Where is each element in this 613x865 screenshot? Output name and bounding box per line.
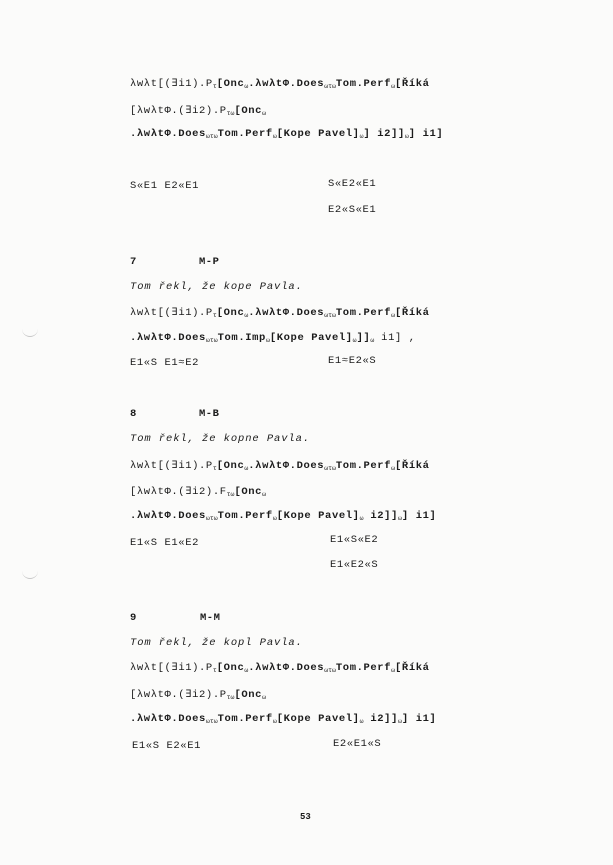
time-relation: E1«E2«S	[330, 559, 379, 571]
formula-line: [$\lambda w\lambda t\Phi.(\exists i2).P_{\tau\omega}[Onc_\omega$	[130, 689, 266, 701]
punch-hole-mark	[22, 570, 38, 579]
section-code: M-P	[199, 256, 220, 268]
example-sentence: Tom řekl, že kopl Pavla.	[130, 637, 303, 649]
formula-line: .λwλtΦ.Does$_{\omega\tau\omega}$Tom.Perf$_\omega$[Kope $Pavel]_\omega$] $i2]]_\omega$] i1]	[130, 128, 444, 140]
time-relation: E2«E1«S	[333, 738, 382, 750]
time-relation: E1«S E1«E2	[130, 537, 200, 549]
section-number: 9	[130, 612, 137, 624]
formula-line: .λwλtΦ.Does$_{\omega\tau\omega}$Tom.Perf$_\omega$[Kope $Pavel]_\omega$ $i2]]_\omega$] i1]	[130, 510, 437, 522]
formula-line: [$\lambda w\lambda t\Phi.(\exists i2).F_{\tau\omega}[Onc_\omega$	[130, 486, 266, 498]
example-sentence: Tom řekl, že kope Pavla.	[130, 281, 303, 293]
time-relation: E1≈E2«S	[328, 355, 377, 367]
punch-hole-mark	[22, 328, 38, 337]
time-relation: E1«S E2«E1	[132, 740, 202, 752]
formula-line: .λwλtΦ.Does$_{\omega\tau\omega}$Tom.Perf$_\omega$[Kope $Pavel]_\omega$ $i2]]_\omega$] i1]	[130, 713, 437, 725]
formula-line: $\lambda w\lambda t[(\exists i1).P_\tau[Onc_\omega.\lambda w\lambda t\Phi.Does_{\omega\tau\omega}Tom.Perf_\omega[Říká$	[130, 460, 430, 472]
section-code: M-B	[199, 408, 220, 420]
section-code: M-M	[200, 612, 221, 624]
time-relation: E1«S E1≈E2	[130, 357, 200, 369]
time-relation: S«E2«E1	[328, 178, 377, 190]
time-relation: S«E1 E2«E1	[130, 180, 200, 192]
formula-line: $\lambda w\lambda t[(\exists i1).P_\tau[Onc_\omega.\lambda w\lambda t\Phi.Does_{\omega\tau\omega}Tom.Perf_\omega[Říká$	[130, 78, 430, 90]
section-number: 8	[130, 408, 137, 420]
formula-line: .λwλtΦ.Does$_{\omega\tau\omega}$Tom.Imp$_\omega$[Kope $Pavel]_\omega]]_\omega$ i1] ,	[130, 332, 416, 344]
time-relation: E2«S«E1	[328, 204, 377, 216]
example-sentence: Tom řekl, že kopne Pavla.	[130, 433, 311, 445]
formula-line: $\lambda w\lambda t[(\exists i1).P_\tau[Onc_\omega.\lambda w\lambda t\Phi.Does_{\omega\tau\omega}Tom.Perf_\omega[Říká$	[130, 307, 430, 319]
section-number: 7	[130, 256, 137, 268]
page-number: 53	[300, 812, 311, 822]
time-relation: E1«S«E2	[330, 534, 379, 546]
formula-line: [$\lambda w\lambda t\Phi.(\exists i2).P_{\tau\omega}[Onc_\omega$	[130, 105, 266, 117]
formula-line: $\lambda w\lambda t[(\exists i1).P_\tau[Onc_\omega.\lambda w\lambda t\Phi.Does_{\omega\tau\omega}Tom.Perf_\omega[Říká$	[130, 662, 430, 674]
